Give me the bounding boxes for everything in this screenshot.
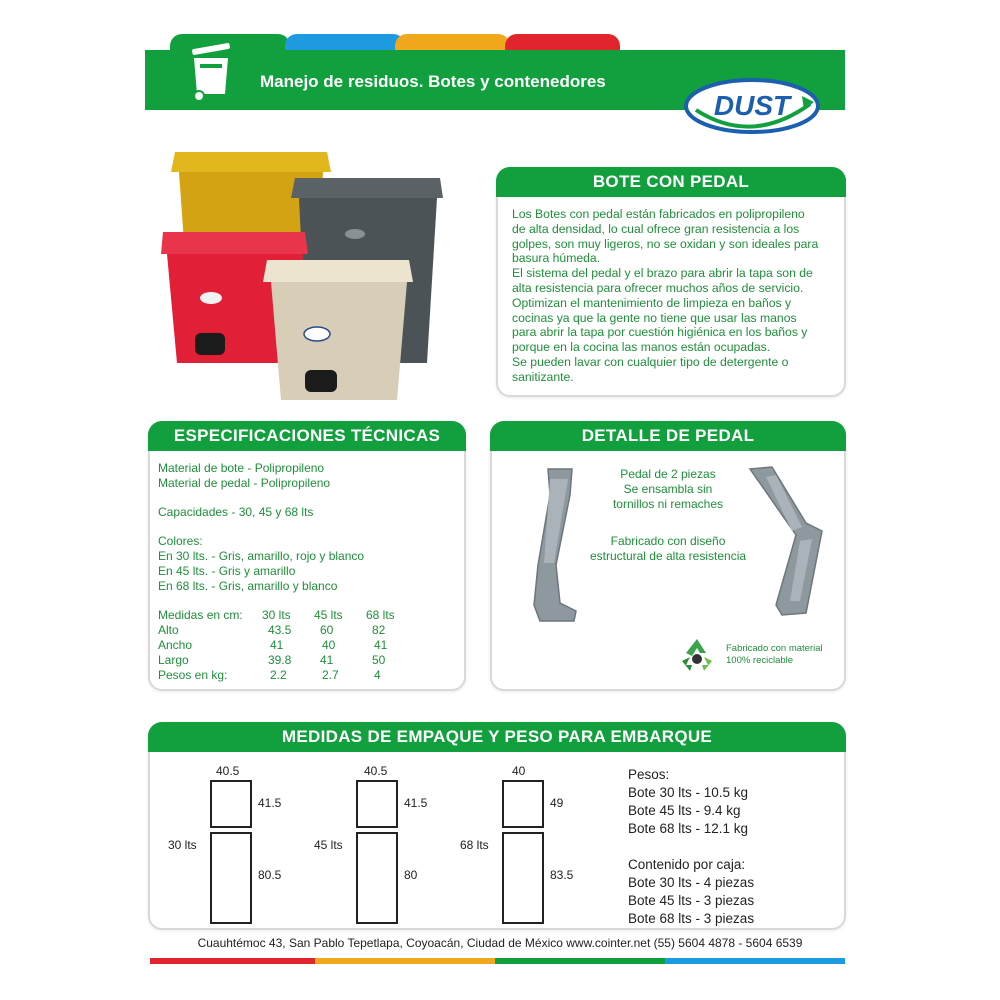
- pedal-line: Fabricado con diseño: [610, 534, 726, 548]
- pedal-line: estructural de alta resistencia: [589, 549, 747, 563]
- pack-height-label: 41.5: [404, 796, 428, 810]
- table-cell: Ancho: [158, 638, 193, 652]
- colores-68: En 68 lts. - Gris, amarillo y blanco: [158, 579, 338, 593]
- footer-bar-green: [495, 958, 665, 964]
- recycle-line: 100% reciclable: [726, 655, 794, 666]
- pack-box-bottom: [502, 832, 544, 924]
- logo-text: DUST: [713, 90, 791, 121]
- list-item: Bote 68 lts - 3 piezas: [628, 911, 755, 926]
- medidas-header-row: [158, 608, 458, 623]
- pack-box-bottom: [356, 832, 398, 924]
- pack-capacity-label: 68 lts: [460, 838, 489, 852]
- pedal-line: tornillos ni remaches: [612, 497, 724, 511]
- table-row: [158, 638, 458, 653]
- pesos-list: [628, 766, 754, 928]
- table-cell: 4: [374, 668, 381, 682]
- table-cell: 2.7: [322, 668, 339, 682]
- table-row: [158, 653, 458, 668]
- material-pedal: Material de pedal - Polipropileno: [158, 476, 331, 490]
- empaque-panel: [148, 722, 846, 930]
- recycle-text: [726, 643, 823, 667]
- description-line: basura húmeda.: [512, 251, 601, 266]
- bote-con-pedal-description: [512, 207, 818, 385]
- header-title: Manejo de residuos. Botes y contenedores: [260, 72, 606, 91]
- pack-height-label: 83.5: [550, 868, 574, 882]
- list-item: Bote 45 lts - 9.4 kg: [628, 803, 741, 818]
- table-cell: Alto: [158, 623, 179, 637]
- pack-box-top: [210, 780, 252, 828]
- especificaciones-panel: [148, 421, 466, 691]
- pack-width-label: 40: [512, 764, 526, 778]
- list-item: Bote 45 lts - 3 piezas: [628, 893, 755, 908]
- pesos-title: Pesos:: [628, 767, 670, 782]
- medidas-header-cell: 30 lts: [262, 608, 291, 622]
- pack-capacity-label: 45 lts: [314, 838, 343, 852]
- table-cell: Largo: [158, 653, 189, 667]
- bote-con-pedal-title: BOTE CON PEDAL: [496, 167, 846, 197]
- footer-bar-blue: [665, 958, 845, 964]
- list-item: Bote 30 lts - 10.5 kg: [628, 785, 749, 800]
- table-cell: 60: [320, 623, 334, 637]
- table-cell: 40: [322, 638, 336, 652]
- footer-contact: Cuauhtémoc 43, San Pablo Tepetlapa, Coyoacán, Ciudad de México www.cointer.net (55) 5604 4878 - 5604 6539: [197, 936, 803, 950]
- material-bote: Material de bote - Polipropileno: [158, 461, 325, 475]
- colores-30: En 30 lts. - Gris, amarillo, rojo y blanco: [158, 549, 365, 563]
- pedal-description: [568, 467, 768, 564]
- table-cell: 2.2: [270, 668, 287, 682]
- description-line: alta resistencia para ofrecer muchos años de servicio.: [512, 280, 804, 295]
- description-line: cocinas ya que la gente no tiene que usar las manos: [512, 310, 797, 325]
- detalle-pedal-title: DETALLE DE PEDAL: [490, 421, 846, 451]
- bins-product-image: [155, 138, 455, 408]
- table-cell: Pesos en kg:: [158, 668, 228, 682]
- dust-logo: [682, 76, 822, 136]
- description-line: de alta densidad, lo cual ofrece gran resistencia a los: [512, 221, 800, 236]
- table-cell: 43.5: [268, 623, 292, 637]
- footer-bar-red: [150, 958, 315, 964]
- pack-height-label: 80.5: [258, 868, 282, 882]
- description-line: El sistema del pedal y el brazo para abrir la tapa son de: [512, 266, 813, 281]
- description-line: golpes, son muy ligeros, no se oxidan y son ideales para: [512, 236, 819, 251]
- pack-box-bottom: [210, 832, 252, 924]
- table-row: [158, 623, 458, 638]
- description-line: para abrir la tapa por cuestión higiénica en los baños y: [512, 325, 808, 340]
- pack-box-top: [502, 780, 544, 828]
- capacidades: Capacidades - 30, 45 y 68 lts: [158, 505, 314, 519]
- pack-box-top: [356, 780, 398, 828]
- pack-height-label: 41.5: [258, 796, 282, 810]
- pack-height-label: 49: [550, 796, 564, 810]
- pack-width-label: 40.5: [216, 764, 240, 778]
- table-cell: 41: [270, 638, 284, 652]
- colores-45: En 45 lts. - Gris y amarillo: [158, 564, 296, 578]
- description-line: Se pueden lavar con cualquier tipo de detergente o: [512, 354, 789, 369]
- medidas-header-cell: Medidas en cm:: [158, 608, 243, 622]
- recycle-icon: [678, 637, 716, 673]
- pack-width-label: 40.5: [364, 764, 388, 778]
- pedal-line: Pedal de 2 piezas: [620, 467, 716, 481]
- table-cell: 41: [320, 653, 334, 667]
- table-cell: 39.8: [268, 653, 292, 667]
- especificaciones-body: [158, 461, 458, 683]
- pedal-line: Se ensambla sin: [623, 482, 713, 496]
- pack-height-label: 80: [404, 868, 418, 882]
- recycle-line: Fabricado con material: [726, 643, 823, 654]
- description-line: Los Botes con pedal están fabricados en polipropileno: [512, 207, 805, 221]
- description-line: Optimizan el mantenimiento de limpieza en baños y: [512, 295, 792, 310]
- description-line: sanitizante.: [512, 369, 574, 384]
- footer-bar-orange: [315, 958, 495, 964]
- medidas-header-cell: 68 lts: [366, 608, 395, 622]
- list-item: Bote 30 lts - 4 piezas: [628, 875, 755, 890]
- list-item: Bote 68 lts - 12.1 kg: [628, 821, 749, 836]
- medidas-header-cell: 45 lts: [314, 608, 343, 622]
- trash-bin-icon: [186, 42, 236, 104]
- table-cell: 82: [372, 623, 386, 637]
- detalle-pedal-panel: [490, 421, 846, 691]
- description-line: porque en la cocina las manos están ocupadas.: [512, 340, 771, 355]
- pack-capacity-label: 30 lts: [168, 838, 197, 852]
- table-cell: 50: [372, 653, 386, 667]
- contenido-title: Contenido por caja:: [628, 857, 746, 872]
- colores-title: Colores:: [158, 534, 203, 548]
- bote-con-pedal-panel: [496, 167, 846, 397]
- empaque-title: MEDIDAS DE EMPAQUE Y PESO PARA EMBARQUE: [148, 722, 846, 752]
- table-row: [158, 668, 458, 683]
- especificaciones-title: ESPECIFICACIONES TÉCNICAS: [148, 421, 466, 451]
- table-cell: 41: [374, 638, 388, 652]
